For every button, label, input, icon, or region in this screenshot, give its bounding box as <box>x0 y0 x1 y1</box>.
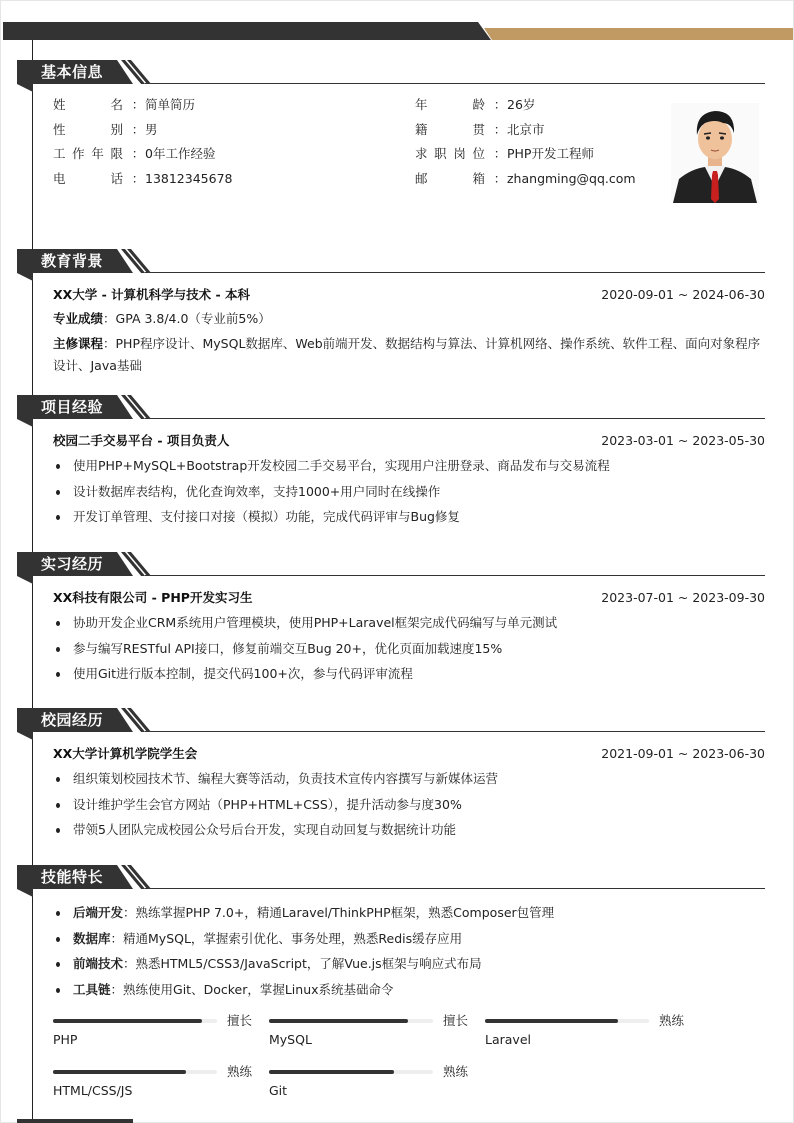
skill-level: 擅长 <box>227 1013 253 1028</box>
section-tab-fold <box>17 84 33 92</box>
header-bar-gold <box>484 28 793 40</box>
skill-bar-item <box>53 1012 253 1056</box>
info-label: 姓名 <box>53 97 123 112</box>
info-label: 籍贯 <box>415 122 485 137</box>
info-row-email <box>415 169 636 189</box>
section-heading <box>17 708 765 734</box>
skill-category-label: 前端技术 <box>73 956 124 971</box>
section-underline <box>145 731 765 732</box>
list-item: 带领5人团队完成校园公众号后台开发，实现自动回复与数据统计功能 <box>53 817 765 843</box>
info-label: 邮箱 <box>415 171 485 186</box>
avatar-person-icon <box>671 103 759 203</box>
internship-entry-head <box>53 586 765 610</box>
gpa-label: 专业成绩 <box>53 311 104 326</box>
skill-category-label: 后端开发 <box>73 905 124 920</box>
info-value: 男 <box>145 122 158 137</box>
list-item: 开发订单管理、支付接口对接（模拟）功能，完成代码评审与Bug修复 <box>53 504 765 530</box>
section-title: 实习经历 <box>41 555 104 573</box>
section-stripes-decoration <box>115 708 155 732</box>
projects-body <box>17 421 765 530</box>
section-underline <box>145 83 765 84</box>
section-title: 技能特长 <box>41 868 104 886</box>
section-underline <box>145 888 765 889</box>
info-colon: ： <box>493 171 507 186</box>
skill-bar-track <box>269 1019 433 1023</box>
section-stripes-decoration <box>115 865 155 889</box>
campus-heading: XX大学计算机学院学生会 <box>53 746 198 761</box>
skill-category-text: ：精通MySQL，掌握索引优化、事务处理，熟悉Redis缓存应用 <box>110 930 463 946</box>
section-title: 教育背景 <box>41 252 104 270</box>
section-heading <box>17 552 765 578</box>
info-value: 简单简历 <box>145 97 196 112</box>
skill-level: 熟练 <box>227 1064 253 1079</box>
info-value: 26岁 <box>507 97 536 112</box>
list-item <box>53 900 765 926</box>
skill-level: 熟练 <box>443 1064 469 1079</box>
list-item: 使用Git进行版本控制，提交代码100+次，参与代码评审流程 <box>53 661 765 687</box>
info-row-position <box>415 144 594 164</box>
internship-heading: XX科技有限公司 - PHP开发实习生 <box>53 590 253 605</box>
info-colon: ： <box>131 122 145 137</box>
info-colon: ： <box>493 122 507 137</box>
header-bar <box>3 22 793 40</box>
info-row-phone <box>53 169 232 189</box>
skill-bar-track <box>485 1019 649 1023</box>
info-colon: ： <box>131 97 145 112</box>
skill-level: 熟练 <box>659 1013 685 1028</box>
project-date: 2023-03-01 ~ 2023-05-30 <box>601 433 765 448</box>
info-row-hometown <box>415 120 545 140</box>
education-body <box>17 275 765 377</box>
info-label: 求职岗位 <box>415 146 485 161</box>
skills-body <box>17 891 765 1002</box>
skills-bullets <box>53 900 765 1002</box>
internship-date: 2023-07-01 ~ 2023-09-30 <box>601 590 765 605</box>
skill-bar-fill <box>53 1019 202 1023</box>
info-colon: ： <box>131 171 145 186</box>
info-label: 工作年限 <box>53 146 123 161</box>
section-heading <box>17 865 765 891</box>
list-item <box>53 951 765 977</box>
header-bar-dark <box>3 22 491 40</box>
skill-name: MySQL <box>269 1032 312 1047</box>
skill-level: 擅长 <box>443 1013 469 1028</box>
internship-bullets <box>53 610 765 687</box>
info-value: 0年工作经验 <box>145 146 216 161</box>
skill-name: PHP <box>53 1032 78 1047</box>
section-title: 校园经历 <box>41 711 104 729</box>
skill-name: HTML/CSS/JS <box>53 1083 133 1098</box>
info-row-gender <box>53 120 158 140</box>
section-heading <box>17 395 765 421</box>
list-item <box>53 977 765 1003</box>
section-heading <box>17 60 765 86</box>
info-value: 13812345678 <box>145 171 233 186</box>
section-internship <box>17 552 765 687</box>
skill-category-text: ：熟悉HTML5/CSS3/JavaScript，了解Vue.js框架与响应式布局 <box>123 956 482 971</box>
list-item: 设计维护学生会官方网站（PHP+HTML+CSS），提升活动参与度30% <box>53 792 765 818</box>
section-skills <box>17 865 765 1002</box>
skill-bar-fill <box>269 1070 394 1074</box>
project-heading: 校园二手交易平台 - 项目负责人 <box>53 433 230 448</box>
info-colon: ： <box>493 146 507 161</box>
skill-bar-item <box>269 1012 469 1056</box>
project-bullets <box>53 453 765 530</box>
education-courses <box>53 331 765 377</box>
courses-value: ：PHP程序设计、MySQL数据库、Web前端开发、数据结构与算法、计算机网络、操作系统、软件工程、面向对象程序设计、Java基础 <box>53 336 761 373</box>
education-entry-head <box>53 283 765 307</box>
section-title: 项目经验 <box>41 398 104 416</box>
skill-bar-fill <box>269 1019 408 1023</box>
list-item: 协助开发企业CRM系统用户管理模块，使用PHP+Laravel框架完成代码编写与单元测试 <box>53 610 765 636</box>
gpa-value: ：GPA 3.8/4.0（专业前5%） <box>103 311 271 326</box>
section-heading <box>17 249 765 275</box>
list-item: 组织策划校园技术节、编程大赛等活动，负责技术宣传内容撰写与新媒体运营 <box>53 766 765 792</box>
section-basic-info <box>17 60 765 86</box>
skill-bar-track <box>53 1070 217 1074</box>
info-label: 性别 <box>53 122 123 137</box>
section-stripes-decoration <box>115 395 155 419</box>
campus-entry-head <box>53 742 765 766</box>
internship-body <box>17 578 765 687</box>
section-stripes-decoration <box>115 552 155 576</box>
section-stripes-decoration <box>115 60 155 84</box>
skill-bar-item <box>269 1063 469 1107</box>
section-title: 基本信息 <box>41 63 104 81</box>
list-item: 参与编写RESTful API接口，修复前端交互Bug 20+，优化页面加载速度15% <box>53 636 765 662</box>
campus-date: 2021-09-01 ~ 2023-06-30 <box>601 746 765 761</box>
info-colon: ： <box>493 97 507 112</box>
section-underline <box>145 575 765 576</box>
info-label: 年龄 <box>415 97 485 112</box>
list-item: 使用PHP+MySQL+Bootstrap开发校园二手交易平台，实现用户注册登录、商品发布与交易流程 <box>53 453 765 479</box>
info-value: PHP开发工程师 <box>507 146 594 161</box>
section-underline <box>145 418 765 419</box>
next-section-stripes-partial <box>113 1119 133 1123</box>
skill-category-label: 数据库 <box>73 930 111 946</box>
avatar-photo <box>671 103 759 203</box>
courses-label: 主修课程 <box>53 336 104 351</box>
skill-category-label: 工具链 <box>73 981 111 997</box>
education-heading: XX大学 - 计算机科学与技术 - 本科 <box>53 287 251 302</box>
info-row-name <box>53 95 195 115</box>
section-underline <box>145 272 765 273</box>
list-item: 设计数据库表结构，优化查询效率，支持1000+用户同时在线操作 <box>53 479 765 505</box>
campus-body <box>17 734 765 843</box>
info-value: zhangming@qq.com <box>507 171 636 186</box>
skill-name: Git <box>269 1083 288 1098</box>
skill-category-text: ：熟练掌握PHP 7.0+，精通Laravel/ThinkPHP框架，熟悉Composer包管理 <box>123 905 555 920</box>
info-value: 北京市 <box>507 122 545 137</box>
skill-name: Laravel <box>485 1032 531 1047</box>
education-gpa <box>53 307 765 331</box>
skill-bar-item <box>53 1063 253 1107</box>
project-entry-head <box>53 429 765 453</box>
list-item <box>53 926 765 952</box>
section-stripes-decoration <box>115 249 155 273</box>
skill-bar-track <box>53 1019 217 1023</box>
skill-bar-fill <box>53 1070 186 1074</box>
campus-bullets <box>53 766 765 843</box>
section-education <box>17 249 765 377</box>
skill-category-text: ：熟练使用Git、Docker，掌握Linux系统基础命令 <box>110 981 394 997</box>
info-row-age <box>415 95 535 115</box>
info-label: 电话 <box>53 171 123 186</box>
education-date: 2020-09-01 ~ 2024-06-30 <box>601 287 765 302</box>
skill-bar-item <box>485 1012 685 1056</box>
info-colon: ： <box>131 146 145 161</box>
skill-bar-track <box>269 1070 433 1074</box>
section-campus <box>17 708 765 843</box>
section-projects <box>17 395 765 530</box>
skill-bar-fill <box>485 1019 618 1023</box>
info-row-work-years <box>53 144 215 164</box>
